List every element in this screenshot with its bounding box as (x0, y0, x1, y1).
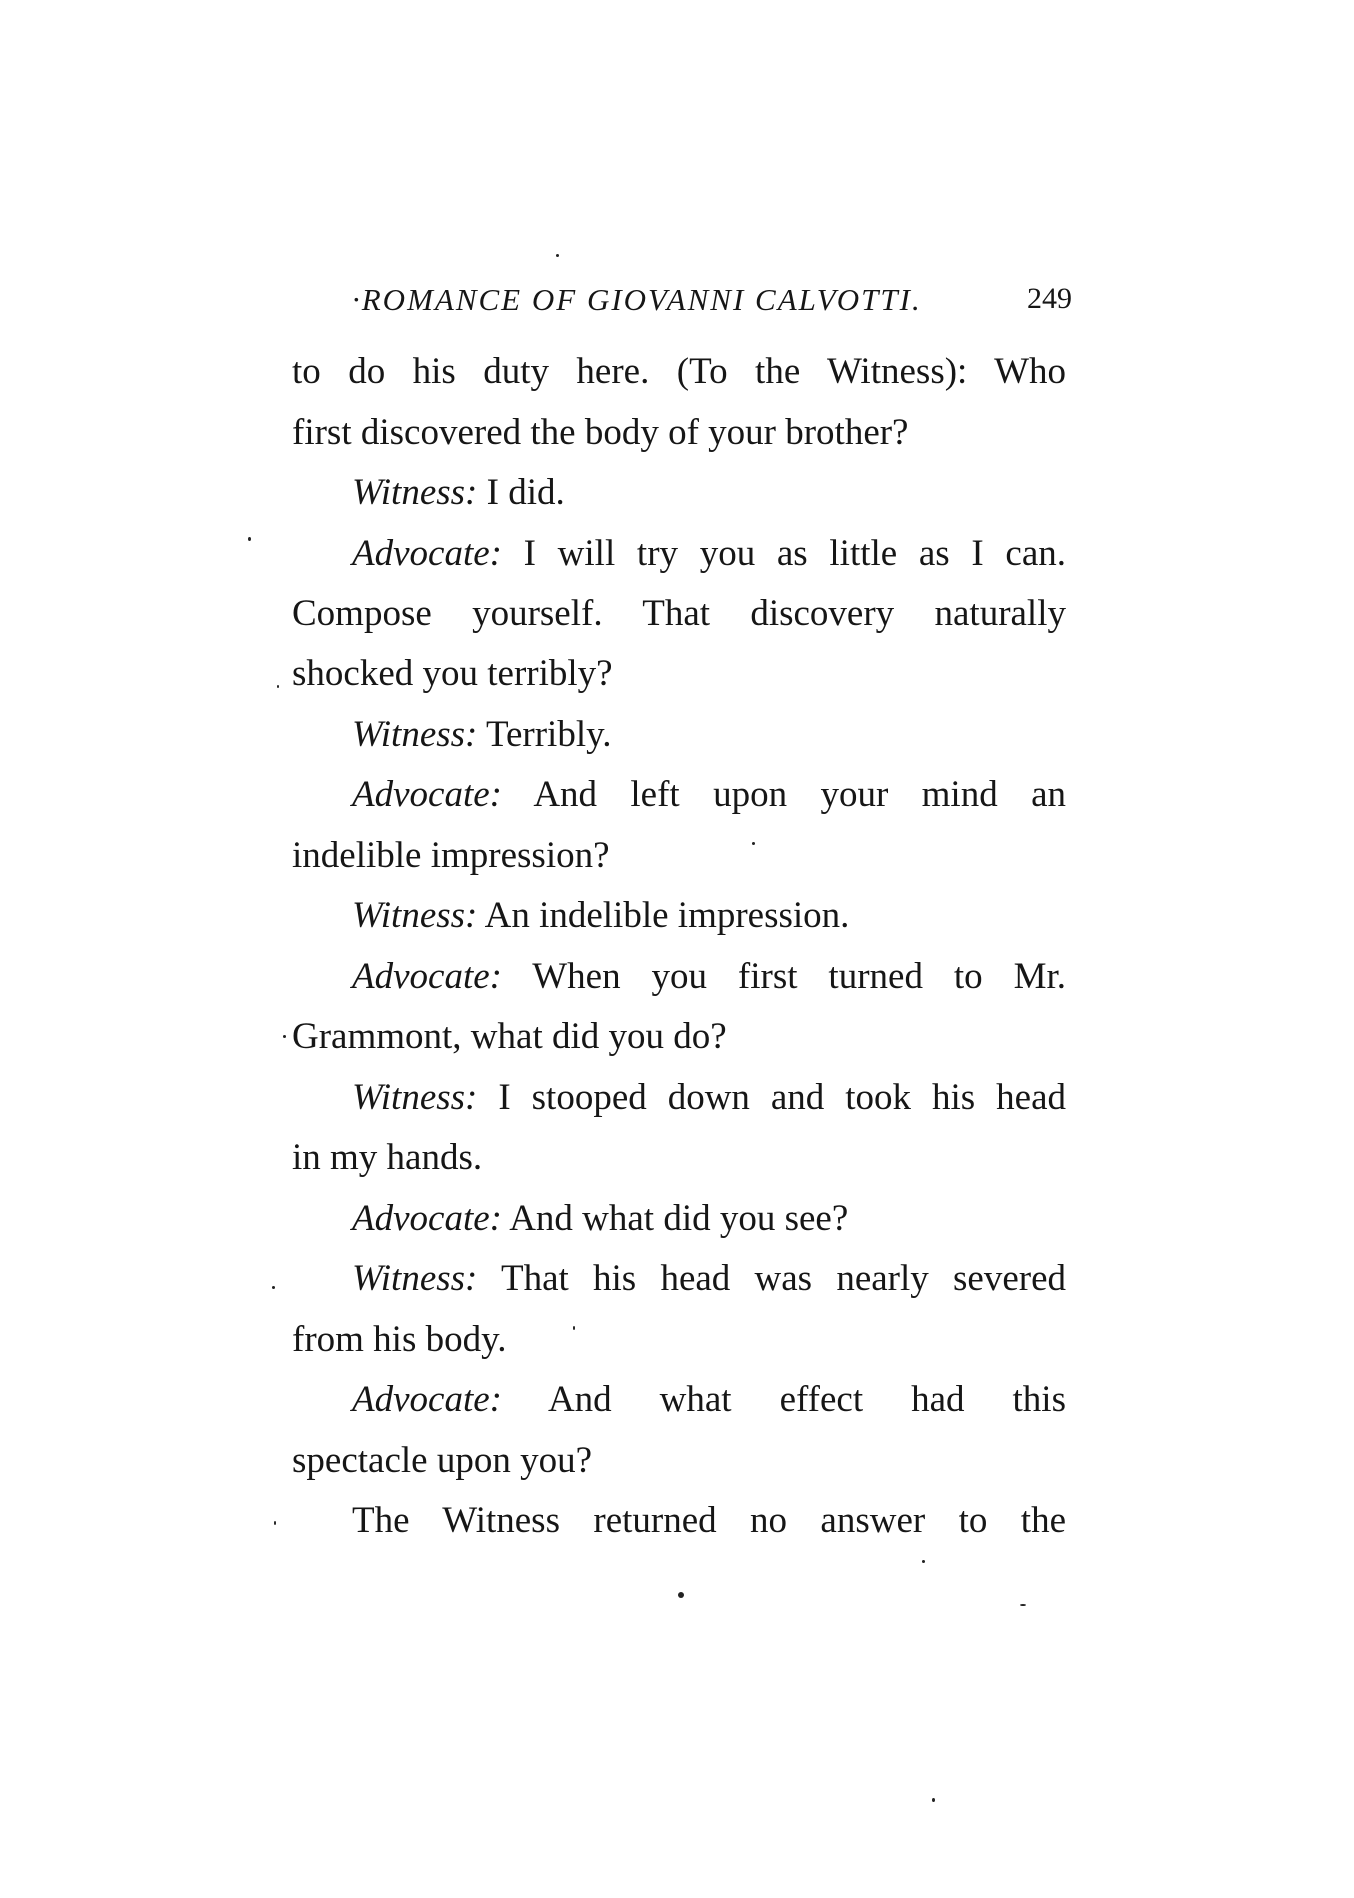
running-head (352, 282, 1072, 322)
speaker-label: Advocate: (352, 774, 502, 815)
speaker-label: Advocate: (352, 1198, 502, 1239)
speaker-label: Advocate: (352, 533, 502, 574)
speaker-label: Witness: (352, 1258, 478, 1299)
text-line: first discovered the body of your brother? (292, 412, 909, 453)
text-line: shocked you terribly? (292, 653, 613, 694)
dialogue-line: Advocate: When you first turned to Mr. (352, 956, 1066, 997)
dialogue-line: Advocate: And what did you see? (352, 1198, 849, 1239)
print-speck (1020, 1604, 1026, 1606)
speaker-label: Witness: (352, 1077, 478, 1118)
dialogue-line: Witness: Terribly. (352, 714, 612, 755)
print-speck (272, 1286, 275, 1289)
text-line: from his body. (292, 1319, 507, 1360)
speaker-label: Witness: (352, 895, 478, 936)
dialogue-line: Witness: I did. (352, 472, 565, 513)
print-speck (274, 1521, 276, 1525)
text-line: to do his duty here. (To the Witness): Who (292, 351, 1066, 392)
print-speck (573, 1326, 575, 1330)
print-speck (922, 1560, 925, 1563)
print-speck (248, 537, 251, 541)
speaker-label: Witness: (352, 714, 478, 755)
dialogue-line: Witness: An indelible impression. (352, 895, 850, 936)
page-number: 249 (1027, 282, 1072, 315)
dialogue-line: Advocate: And left upon your mind an (352, 774, 1066, 815)
text-line: Grammont, what did you do? (292, 1016, 727, 1057)
text-line: in my hands. (292, 1137, 483, 1178)
dialogue-line: Witness: I stooped down and took his head (352, 1077, 1066, 1118)
speaker-label: Advocate: (352, 1379, 502, 1420)
dialogue-line: Advocate: I will try you as little as I can. (352, 533, 1066, 574)
print-speck (678, 1592, 684, 1598)
text-line: Compose yourself. That discovery naturally (292, 593, 1066, 634)
speaker-label: Advocate: (352, 956, 502, 997)
print-speck (277, 685, 279, 688)
text-line: The Witness returned no answer to the (352, 1500, 1066, 1541)
dialogue-line: Witness: That his head was nearly severed (352, 1258, 1066, 1299)
text-line: indelible impression? (292, 835, 610, 876)
text-line: spectacle upon you? (292, 1440, 592, 1481)
running-head-title: ·ROMANCE OF GIOVANNI CALVOTTI. (352, 282, 922, 317)
print-speck (752, 842, 755, 845)
speaker-label: Witness: (352, 472, 478, 513)
print-speck (556, 254, 559, 257)
print-speck (932, 1798, 935, 1802)
dialogue-line: Advocate: And what effect had this (352, 1379, 1066, 1420)
print-speck (283, 1035, 286, 1038)
